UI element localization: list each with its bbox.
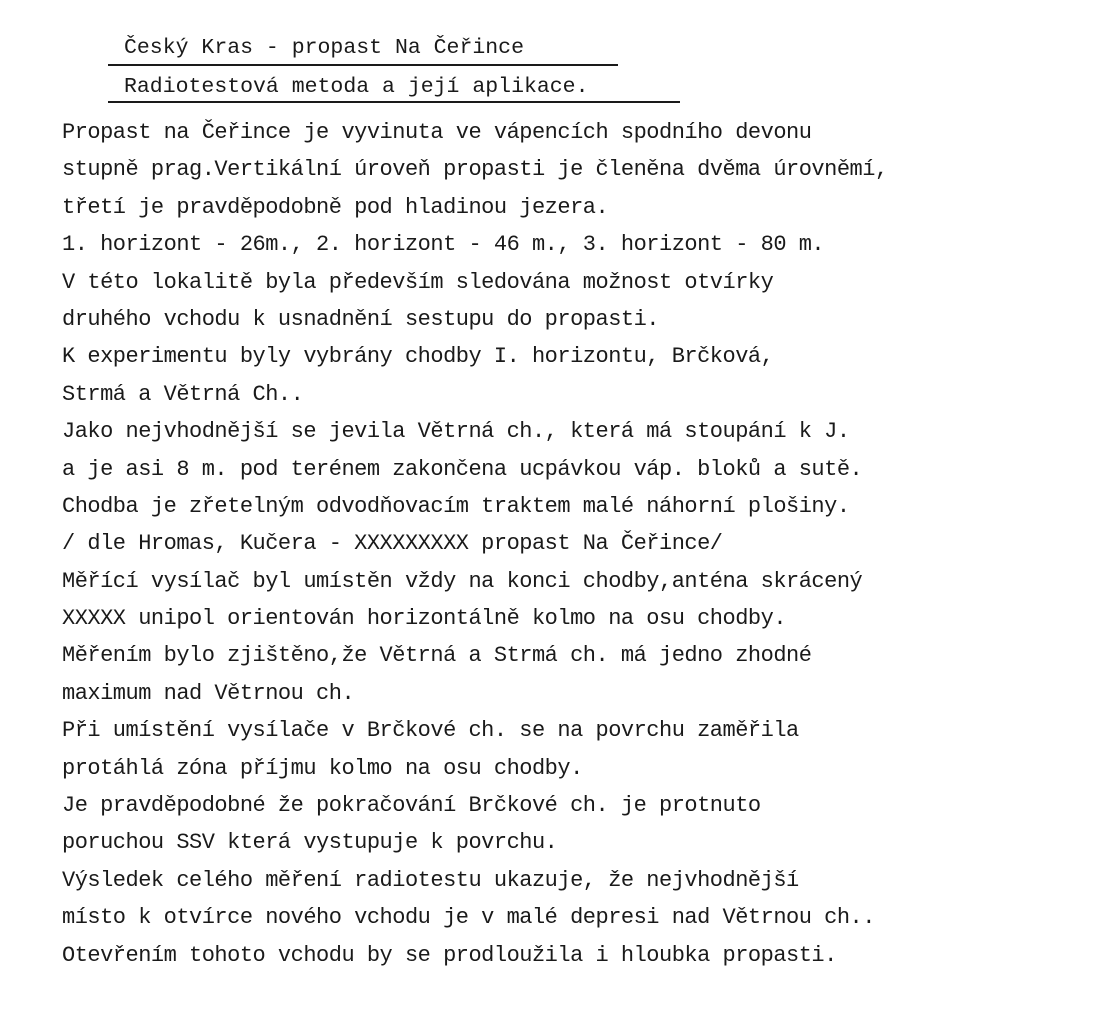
document-subtitle: Radiotestová metoda a její aplikace. bbox=[124, 75, 589, 99]
text-line: Strmá a Větrná Ch.. bbox=[62, 381, 304, 407]
subtitle-underline bbox=[108, 101, 680, 103]
text-line: Měřící vysílač byl umístěn vždy na konci chodby,anténa skrácený bbox=[62, 568, 863, 594]
text-line: Propast na Čeřince je vyvinuta ve vápencích spodního devonu bbox=[62, 120, 812, 145]
text-line: druhého vchodu k usnadnění sestupu do propasti. bbox=[62, 306, 660, 332]
text-line: třetí je pravděpodobně pod hladinou jezera. bbox=[62, 194, 609, 220]
body-text bbox=[62, 114, 1092, 974]
text-line: Otevřením tohoto vchodu by se prodloužila i hloubka propasti. bbox=[62, 942, 837, 968]
text-line: K experimentu byly vybrány chodby I. horizontu, Brčková, bbox=[62, 344, 774, 370]
text-line: Jako nejvhodnější se jevila Větrná ch., která má stoupání k J. bbox=[62, 419, 850, 445]
text-line: Při umístění vysílače v Brčkové ch. se na povrchu zaměřila bbox=[62, 718, 799, 744]
text-line: stupně prag.Vertikální úroveň propasti je členěna dvěma úrovněmí, bbox=[62, 157, 888, 183]
text-line: protáhlá zóna příjmu kolmo na osu chodby. bbox=[62, 755, 583, 781]
text-line: / dle Hromas, Kučera - XXXXXXXXX propast Na Čeřince/ bbox=[62, 531, 723, 557]
text-line: 1. horizont - 26m., 2. horizont - 46 m., 3. horizont - 80 m. bbox=[62, 232, 825, 258]
text-line: místo k otvírce nového vchodu je v malé depresi nad Větrnou ch.. bbox=[62, 905, 875, 931]
text-line: XXXXX unipol orientován horizontálně kolmo na osu chodby. bbox=[62, 606, 787, 632]
text-line: poruchou SSV která vystupuje k povrchu. bbox=[62, 830, 558, 856]
title-underline bbox=[108, 64, 618, 66]
text-line: Výsledek celého měření radiotestu ukazuje, že nejvhodnější bbox=[62, 867, 799, 893]
text-line: Je pravděpodobné že pokračování Brčkové ch. je protnuto bbox=[62, 793, 761, 819]
text-line: V této lokalitě byla především sledována možnost otvírky bbox=[62, 269, 774, 295]
text-line: Chodba je zřetelným odvodňovacím traktem malé náhorní plošiny. bbox=[62, 493, 850, 519]
text-line: maximum nad Větrnou ch. bbox=[62, 680, 355, 706]
text-line: Měřením bylo zjištěno,že Větrná a Strmá ch. má jedno zhodné bbox=[62, 643, 812, 669]
document-title: Český Kras - propast Na Čeřince bbox=[124, 36, 524, 60]
text-line: a je asi 8 m. pod terénem zakončena ucpávkou váp. bloků a sutě. bbox=[62, 456, 863, 482]
